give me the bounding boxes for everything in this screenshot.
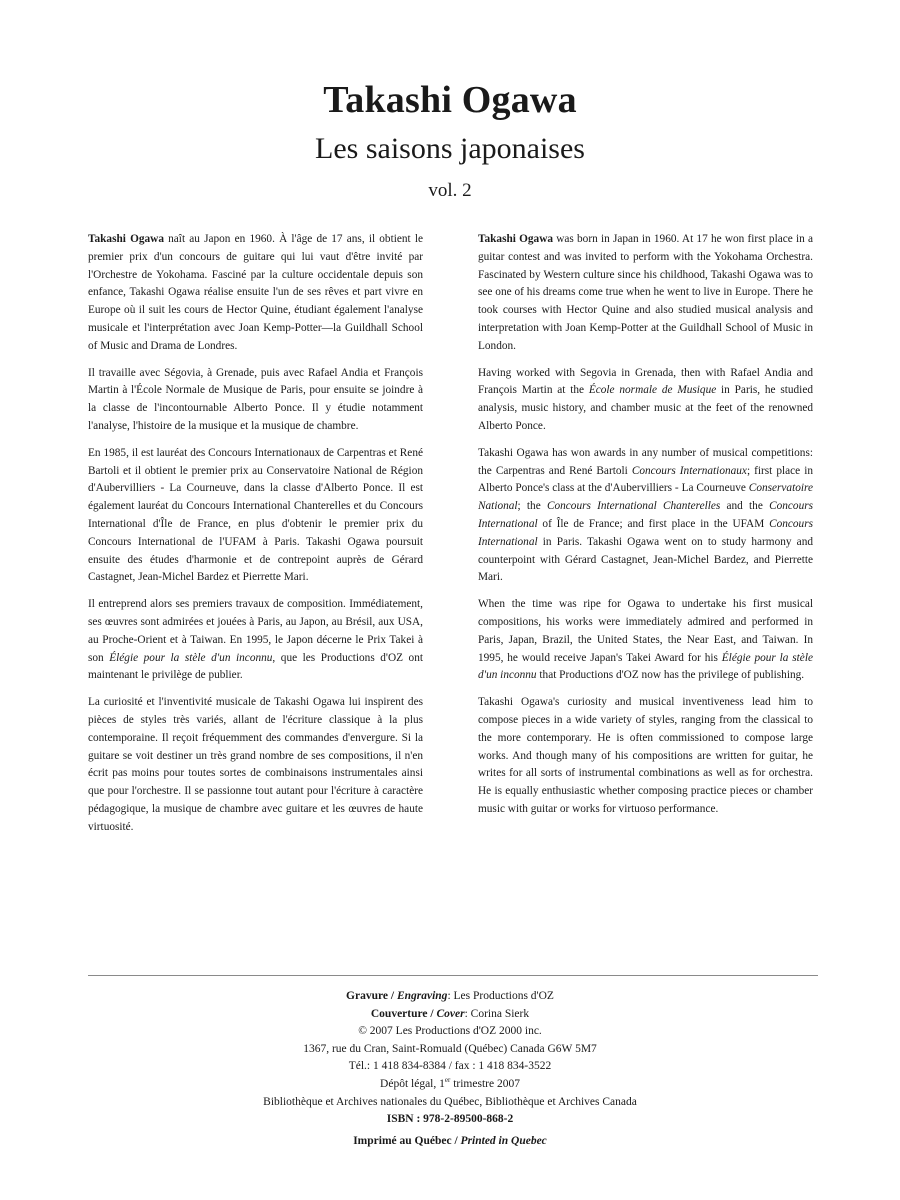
volume-label: vol. 2 [428,180,472,201]
en-p3-c: ; the [517,500,547,513]
en-p2-b: in Paris, he studied analysis, music history, and chamber music at the feet of the renowned Alberto Ponce. [478,384,813,432]
library-line: Bibliothèque et Archives nationales du Québec, Bibliothèque et Archives Canada [263,1095,637,1108]
fr-paragraph-1 [88,231,423,356]
fr-p4-title: Élégie pour la stèle d'un inconnu [109,651,273,664]
fr-name: Takashi Ogawa [88,233,164,245]
en-p3-b: ; first place in Alberto Ponce's class at the d'Aubervilliers - La Courneuve [478,464,813,495]
depot-b: trimestre 2007 [450,1077,520,1090]
en-name: Takashi Ogawa [478,233,554,245]
fr-paragraph-5: La curiosité et l'inventivité musicale de Takashi Ogawa lui inspirent des pièces de styles très variés, allant de l'écriture classique à la plus contemporaine. Il reçoit fréquemment des commandes d'envergure. Si la guitare se voit destiner un très grand nombre de ses compositions, il n'en écrit pas moins pour toutes sortes de combinaisons instrumentales ainsi que pour l'orchestre. Il se passionne tout autant pour l'écriture à caractère pédagogique, la musique de chambre avec guitare et les œuvres de haute virtuosité. [88,696,423,833]
depot-sup: er [444,1076,451,1085]
en-p3-a: Takashi Ogawa has won awards in any number of musical competitions: the Carpentras and René Bartoli [478,446,813,477]
en-p3-d: and the [720,500,770,513]
en-p1-text: was born in Japan in 1960. At 17 he won first place in a guitar contest and was invited to perform with the Yokohama Orchestra. Fascinated by Western culture since his childhood, Takashi Ogawa was to see one of his dreams come true when he went to live in Europe. There he took courses with Hector Quine and also studied musical analysis and interpretation with Joan Kemp-Potter at the Guildhall School of Music in London. [478,233,813,352]
printed-label-en: Printed in Quebec [460,1134,547,1147]
en-paragraph-1 [478,231,813,356]
engraving-label-en: Engraving [396,990,448,1002]
en-p3-i1: Concours Internationaux [631,464,747,477]
address-line: 1367, rue du Cran, Saint-Romuald (Québec) Canada G6W 5M7 [303,1042,597,1055]
en-p3-i4: Concours International [478,500,814,530]
printed-line [0,1133,900,1151]
phone-line: Tél.: 1 418 834-8384 / fax : 1 418 834-3522 [348,1060,552,1073]
fr-p4-a: Il entreprend alors ses premiers travaux de composition. Immédiatement, ses œuvres sont admirées et jouées à Paris, au Japon, au Brésil, aux USA, au Proche-Orient et à Taiwan. En 1995, le Japon décerne le Prix Takei à son [88,598,423,664]
engraving-value: : Les Productions d'OZ [447,990,554,1002]
en-p3-f: in Paris. Takashi Ogawa went on to study harmony and counterpoint with Gérard Castagnet, Jean-Michel Bardez, and Pierrette Mari. [478,535,813,584]
en-paragraph-5: Takashi Ogawa's curiosity and musical inventiveness lead him to compose pieces in a wide variety of styles, ranging from the classical to the more contemporary. He is often commissioned to compose large works. And though many of his compositions are written for guitar, he writes for all sorts of instrumental combinations as well as for orchestra. He is equally enthusiastic whether composing practice pieces or chamber music with guitar or works for virtuoso performance. [478,696,813,815]
legal-deposit-line [0,1076,900,1094]
engraving-separator: / [387,990,397,1002]
engraving-label-fr: Gravure [346,990,388,1002]
en-p3-i5: Concours International [478,517,813,548]
cover-label-fr: Couverture [370,1007,428,1020]
en-p3-i3: Concours International Chanterelles [546,500,721,513]
english-biography [478,231,813,828]
fr-paragraph-3: En 1985, il est lauréat des Concours Internationaux de Carpentras et René Bartoli et il obtient le premier prix au Conservatoire National de Région d'Aubervilliers - La Courneuve, dans la classe d'Alberto Ponce. Il est également lauréat du Concours International Chanterelles et du Concours International d'Île de France, en plus d'obtenir le premier prix du Concours International de l'UFAM à Paris. Takashi Ogawa poursuit ensuite des études d'harmonie et de contrepoint auprès de Gérard Castagnet, Jean-Michel Bardez et Pierrette Mari. [88,446,423,584]
en-p4-a: When the time was ripe for Ogawa to undertake his first musical compositions, his works were immediately admired and performed in Paris, Japan, Brazil, the United States, the Near East, and Taiwan. In 1995, he would receive Japan's Takei Award for his [478,598,813,664]
en-p4-title: Élégie pour la stèle d'un inconnu [478,651,813,682]
isbn-line [0,1111,900,1129]
cover-label-en: Cover [436,1007,465,1020]
en-p3-e: of Île de France; and first place in the UFAM [537,517,770,530]
cover-value: : Corina Sierk [464,1007,530,1020]
french-biography [88,231,423,846]
cover-separator: / [427,1007,437,1020]
en-p2-italic: École normale de Musique [588,384,717,397]
en-paragraph-2 [478,365,813,436]
isbn-value: ISBN : 978-2-89500-868-2 [386,1113,514,1126]
en-p3-i2: Conservatoire National [478,482,813,513]
fr-p1-text: naît au Japon en 1960. À l'âge de 17 ans, il obtient le premier prix d'un concours de guitare qui lui vaut d'être invité par l'Orchestre de Yokohama. Fasciné par la culture occidentale depuis son enfance, Takashi Ogawa réalise ensuite l'un de ses rêves et part vivre en Europe où il suit les cours de Hector Quine, étudiant également l'analyse musicale et l'interprétation avec Joan Kemp-Potter—la Guildhall School of Music and Drama de Londres. [88,233,423,352]
en-p4-b: that Productions d'OZ now has the privilege of publishing. [536,669,805,682]
work-subtitle: Les saisons japonaises [315,132,585,165]
cover-line [0,1006,900,1024]
copyright-line: © 2007 Les Productions d'OZ 2000 inc. [358,1025,542,1038]
engraving-line [0,988,900,1006]
en-paragraph-4 [478,596,813,685]
en-paragraph-3 [478,445,813,587]
fr-p4-b: , que les Productions d'OZ ont maintenant le privilège de publier. [88,651,423,682]
footer-divider [88,975,818,976]
en-p2-a: Having worked with Segovia in Grenada, then with Rafael Andia and François Martin at the [478,366,813,397]
fr-paragraph-2: Il travaille avec Ségovia, à Grenade, puis avec Rafael Andia et François Martin à l'École Normale de Musique de Paris, pour ensuite se joindre à la classe de l'incontournable Alberto Ponce. Il y étudie notamment l'analyse, l'histoire de la musique et la musique de chambre. [88,366,423,432]
printed-label-fr: Imprimé au Québec [353,1134,452,1147]
printed-separator: / [451,1134,461,1147]
publication-credits [0,988,900,1150]
composer-title: Takashi Ogawa [323,79,577,121]
depot-a: Dépôt légal, 1 [380,1077,445,1090]
fr-paragraph-4 [88,596,423,685]
